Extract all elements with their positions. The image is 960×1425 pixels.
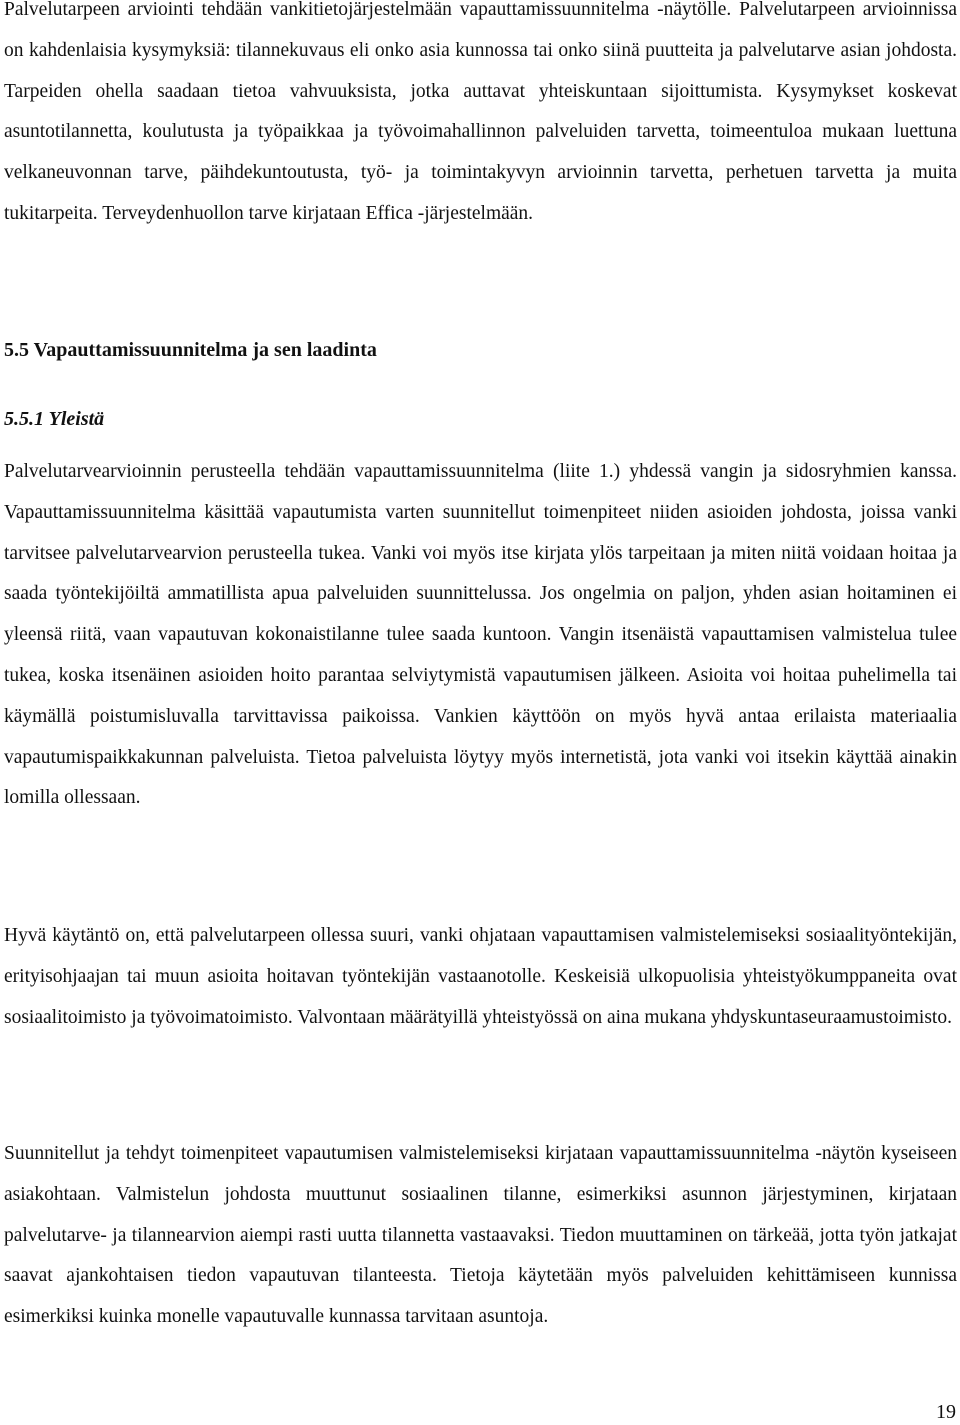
paragraph-needs-assessment: Palvelutarpeen arviointi tehdään vankitietojärjestelmään vapauttamissuunnitelma -näytölle. Palvelutarpeen arvioinnissa on kahdenlaisia kysymyksiä: tilannekuvaus eli onko asia kunnossa tai onko siinä puutteita ja palvelutarve asian johdosta. Tarpeiden ohella saadaan tietoa vahvuuksista, jotka auttavat yhteiskuntaan sijoittumista. Kysymykset koskevat asuntotilannetta, koulutusta ja työpaikkaa ja työvoimahallinnon palveluiden tarvetta, toimeentuloa mukaan luettuna velkaneuvonnan tarve, päihdekuntoutusta, työ- ja toimintakyvyn arvioinnin tarvetta, perhetuen tarvetta ja muita tukitarpeita. Terveydenhuollon tarve kirjataan Effica -järjestelmään. [4, 0, 957, 224]
subsection-heading: 5.5.1 Yleistä [4, 408, 105, 430]
section-heading: 5.5 Vapauttamissuunnitelma ja sen laadinta [4, 339, 377, 361]
page-number: 19 [936, 1401, 956, 1423]
paragraph-recording: Suunnitellut ja tehdyt toimenpiteet vapautumisen valmistelemiseksi kirjataan vapauttamissuunnitelma -näytön kyseiseen asiakohtaan. Valmistelun johdosta muuttunut sosiaalinen tilanne, esimerkiksi asunnon järjestyminen, kirjataan palvelutarve- ja tilannearvion aiempi rasti uutta tilannetta vastaavaksi. Tiedon muuttaminen on tärkeää, jotta työn jatkajat saavat ajankohtaisen tiedon vapautuvan tilanteesta. Tietoja käytetään myös palveluiden kehittämiseen kunnissa esimerkiksi kuinka monelle vapautuvalle kunnassa tarvitaan asuntoja. [4, 1143, 957, 1328]
paragraph-release-plan: Palvelutarvearvioinnin perusteella tehdään vapauttamissuunnitelma (liite 1.) yhdessä vangin ja sidosryhmien kanssa. Vapauttamissuunnitelma käsittää vapautumista varten suunnitellut toimenpiteet niiden asioiden johdosta, joissa vanki tarvitsee palvelutarvearvion perusteella tukea. Vanki voi myös itse kirjata ylös tarpeitaan ja miten niitä voidaan hoitaa ja saada työntekijöiltä ammatillista apua palveluiden suunnittelussa. Jos ongelmia on paljon, yhden asian hoitaminen ei yleensä riitä, vaan vapautuvan kokonaistilanne tulee saada kuntoon. Vangin itsenäistä vapauttamisen valmistelua tulee tukea, koska itsenäinen asioiden hoito parantaa selviytymistä vapautumisen jälkeen. Asioita voi hoitaa puhelimella tai käymällä poistumisluvalla tarvittavissa paikoissa. Vankien käyttöön on myös hyvä antaa erilaista materiaalia vapautumispaikkakunnan palveluista. Tietoa palveluista löytyy myös internetistä, jota vanki voi itsekin käyttää ainakin lomilla ollessaan. [4, 461, 957, 809]
paragraph-good-practice: Hyvä käytäntö on, että palvelutarpeen ollessa suuri, vanki ohjataan vapauttamisen valmistelemiseksi sosiaalityöntekijän, erityisohjaajan tai muun asioita hoitavan työntekijän vastaanotolle. Keskeisiä ulkopuolisia yhteistyökumppaneita ovat sosiaalitoimisto ja työvoimatoimisto. Valvontaan määrätyillä yhteistyössä on aina mukana yhdyskuntaseuraamustoimisto. [4, 925, 957, 1028]
